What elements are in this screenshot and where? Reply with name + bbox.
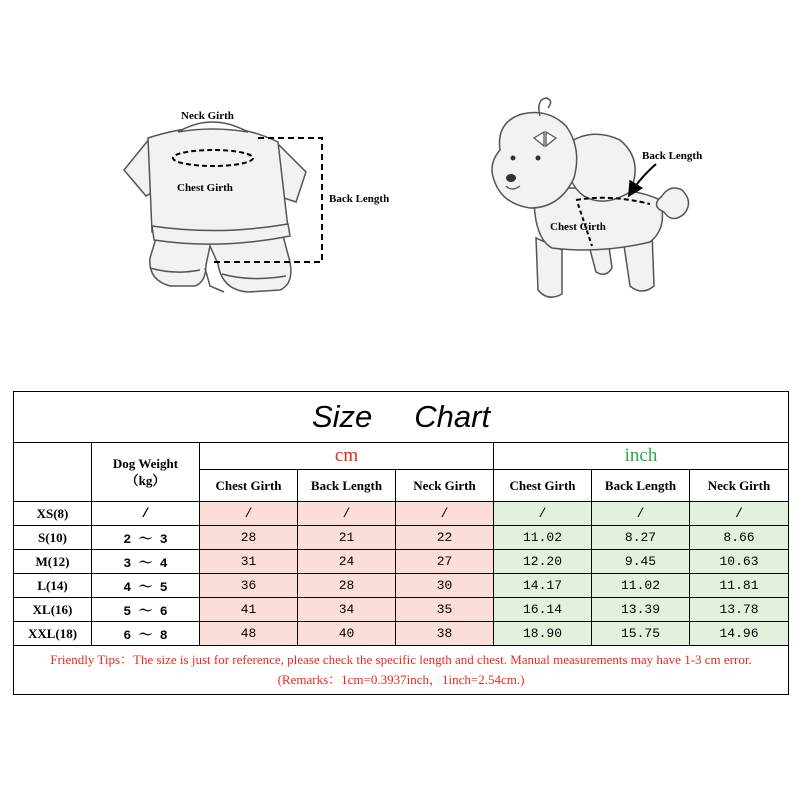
poodle-eye-right	[536, 156, 541, 161]
weight-range: 5 ～ 6	[92, 598, 200, 622]
cm-chest-girth-value: 28	[200, 526, 298, 550]
cm-chest-girth-value: 41	[200, 598, 298, 622]
inch-chest-girth-value: 16.14	[494, 598, 592, 622]
shirt-chest-girth-label: Chest Girth	[177, 182, 233, 194]
chart-title-word-2: Chart	[414, 399, 491, 434]
inch-neck-girth-value: 11.81	[690, 574, 789, 598]
cm-chest-girth-value: 36	[200, 574, 298, 598]
inch-back-length-value: 9.45	[592, 550, 690, 574]
inch-chest-girth-value: /	[494, 502, 592, 526]
size-label: M(12)	[14, 550, 92, 574]
size-label: S(10)	[14, 526, 92, 550]
dog-back-length-label: Back Length	[642, 150, 703, 162]
cm-col-back-length: Back Length	[298, 470, 396, 502]
size-chart-table	[13, 391, 789, 695]
inch-neck-girth-value: 10.63	[690, 550, 789, 574]
cm-chest-girth-value: 31	[200, 550, 298, 574]
table-row	[14, 550, 789, 574]
inch-chest-girth-value: 12.20	[494, 550, 592, 574]
inch-neck-girth-value: 13.78	[690, 598, 789, 622]
unit-inch-header: inch	[494, 443, 789, 470]
cm-back-length-value: 34	[298, 598, 396, 622]
table-row	[14, 502, 789, 526]
chart-title-word-1: Size	[311, 399, 373, 434]
cm-chest-girth-value: 48	[200, 622, 298, 646]
cm-back-length-value: 28	[298, 574, 396, 598]
cm-back-length-value: 40	[298, 622, 396, 646]
cm-neck-girth-value: 30	[396, 574, 494, 598]
inch-back-length-value: /	[592, 502, 690, 526]
friendly-tips: Friendly Tips：The size is just for reference, please check the specific length and chest. Manual measurements may have 1-3 cm error. (Remarks：1cm=0.3937inch，1inch=2.54cm.)	[14, 646, 789, 695]
dog-outfit-drawing	[124, 122, 306, 292]
cm-back-length-value: 24	[298, 550, 396, 574]
table-row	[14, 526, 789, 550]
cm-neck-girth-value: 22	[396, 526, 494, 550]
size-label: XXL(18)	[14, 622, 92, 646]
weight-range: 2 ～ 3	[92, 526, 200, 550]
table-row	[14, 574, 789, 598]
inch-back-length-value: 15.75	[592, 622, 690, 646]
table-row	[14, 598, 789, 622]
size-label: XS(8)	[14, 502, 92, 526]
dog-chest-girth-label: Chest Girth	[550, 221, 606, 233]
unit-cm-header: cm	[200, 443, 494, 470]
inch-back-length-value: 13.39	[592, 598, 690, 622]
size-header-empty	[14, 443, 92, 502]
inch-col-neck-girth: Neck Girth	[690, 470, 789, 502]
inch-col-chest-girth: Chest Girth	[494, 470, 592, 502]
measurement-illustrations	[0, 0, 800, 380]
weight-range: 3 ～ 4	[92, 550, 200, 574]
dog-weight-header-line1: Dog Weight	[112, 456, 179, 471]
cm-neck-girth-value: 38	[396, 622, 494, 646]
shirt-back-length-label: Back Length	[329, 193, 390, 205]
poodle-nose	[506, 174, 516, 182]
weight-range: 4 ～ 5	[92, 574, 200, 598]
cm-back-length-value: /	[298, 502, 396, 526]
chart-title	[14, 392, 789, 443]
cm-chest-girth-value: /	[200, 502, 298, 526]
dog-weight-header-line2: （kg）	[125, 473, 166, 488]
cm-neck-girth-value: /	[396, 502, 494, 526]
inch-neck-girth-value: /	[690, 502, 789, 526]
size-label: L(14)	[14, 574, 92, 598]
inch-chest-girth-value: 11.02	[494, 526, 592, 550]
cm-neck-girth-value: 35	[396, 598, 494, 622]
inch-chest-girth-value: 18.90	[494, 622, 592, 646]
dog-weight-header	[92, 443, 200, 502]
inch-col-back-length: Back Length	[592, 470, 690, 502]
table-row	[14, 622, 789, 646]
poodle-eye-left	[511, 156, 516, 161]
inch-back-length-value: 8.27	[592, 526, 690, 550]
size-label: XL(16)	[14, 598, 92, 622]
poodle-drawing	[492, 113, 689, 298]
cm-col-neck-girth: Neck Girth	[396, 470, 494, 502]
inch-back-length-value: 11.02	[592, 574, 690, 598]
inch-neck-girth-value: 8.66	[690, 526, 789, 550]
weight-range: 6 ～ 8	[92, 622, 200, 646]
cm-neck-girth-value: 27	[396, 550, 494, 574]
inch-neck-girth-value: 14.96	[690, 622, 789, 646]
cm-back-length-value: 21	[298, 526, 396, 550]
shirt-neck-girth-label: Neck Girth	[181, 110, 234, 122]
cm-col-chest-girth: Chest Girth	[200, 470, 298, 502]
inch-chest-girth-value: 14.17	[494, 574, 592, 598]
weight-range: /	[92, 502, 200, 526]
